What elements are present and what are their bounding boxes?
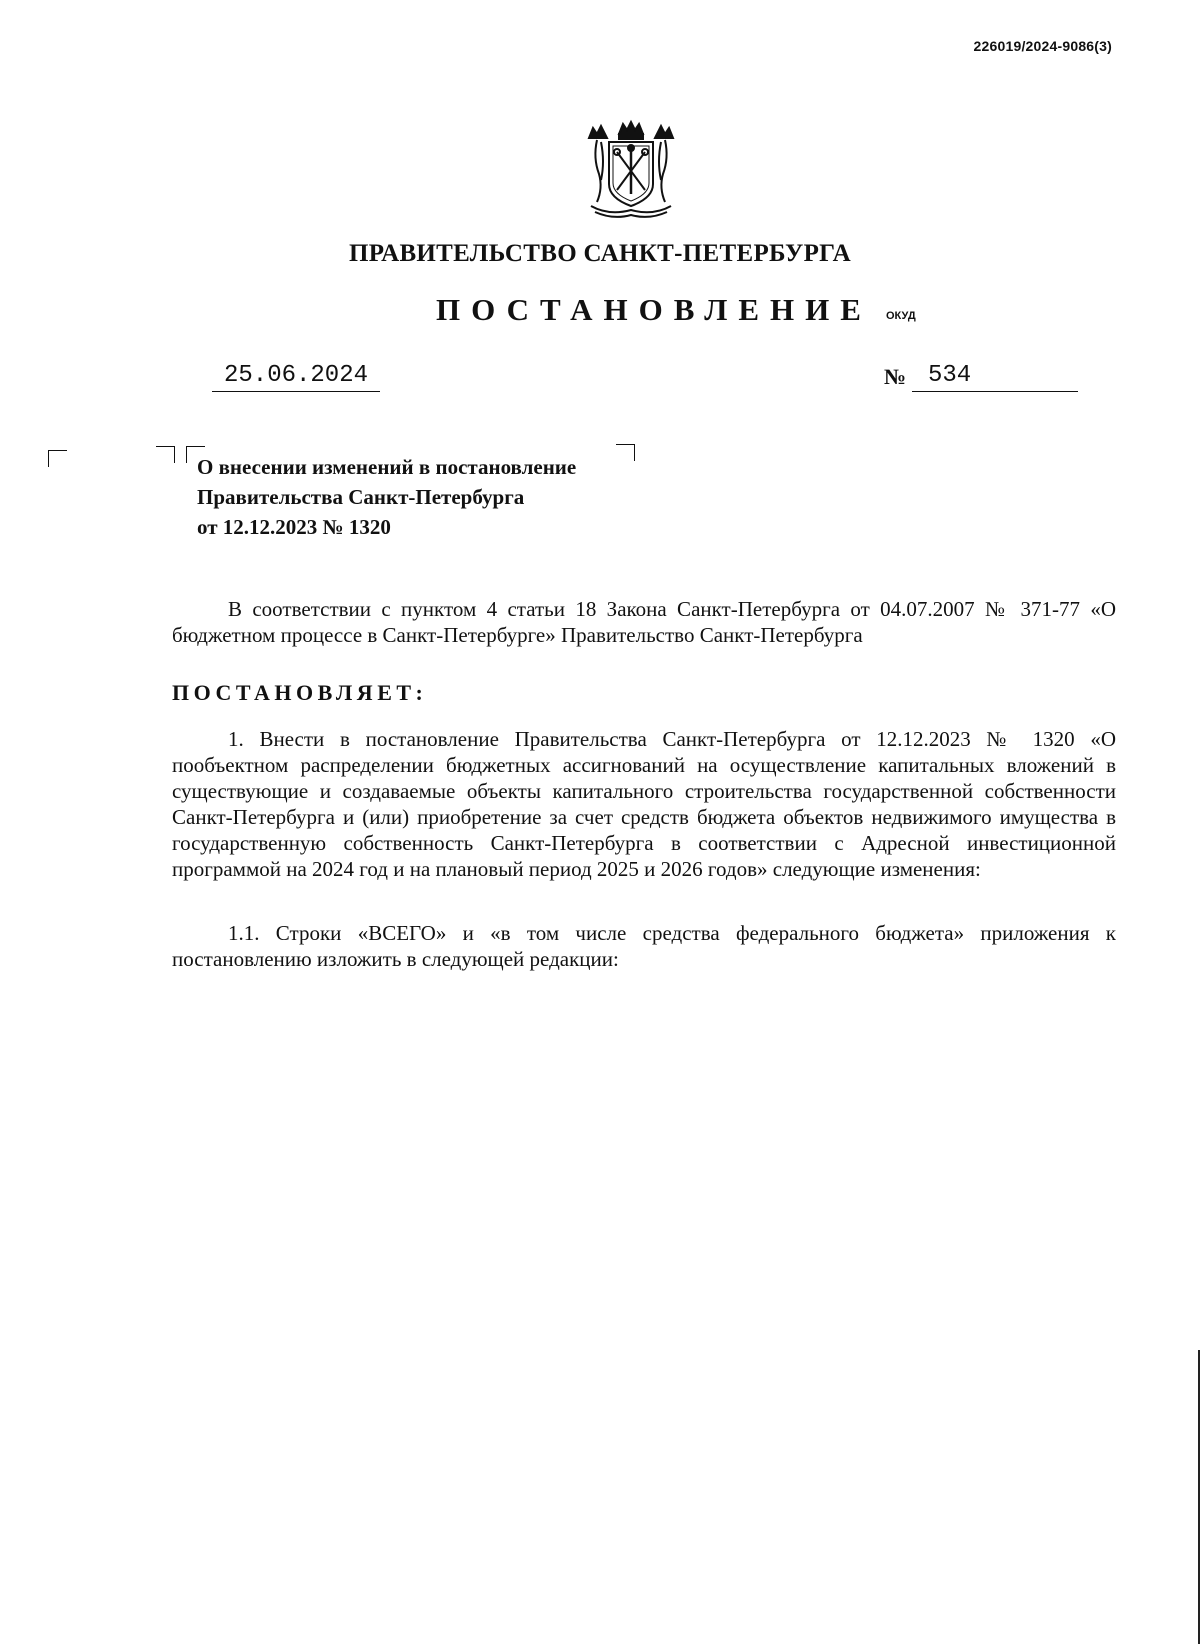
number-sign: № xyxy=(884,364,907,389)
resolves-heading: ПОСТАНОВЛЯЕТ: xyxy=(172,680,428,705)
margin-corner-mark xyxy=(48,450,67,467)
document-subject xyxy=(197,452,576,542)
document-date: 25.06.2024 xyxy=(212,362,380,392)
document-type-heading: ПОСТАНОВЛЕНИЕ xyxy=(436,292,872,327)
preamble-paragraph: В соответствии с пунктом 4 статьи 18 Закона Санкт-Петербурга от 04.07.2007 № 371-77 «О бюджетном процессе в Санкт-Петербурге» Правительство Санкт-Петербурга xyxy=(172,597,1116,647)
subject-line-1: О внесении изменений в постановление xyxy=(197,455,577,479)
subject-corner-mark-left xyxy=(156,446,175,463)
coat-of-arms-icon xyxy=(579,118,683,222)
item-1-1-paragraph: 1.1. Строки «ВСЕГО» и «в том числе средства федерального бюджета» приложения к постановлению изложить в следующей редакции: xyxy=(172,921,1116,971)
document-number: 534 xyxy=(912,362,1078,392)
subject-corner-mark-end xyxy=(616,444,635,461)
okud-label: ОКУД xyxy=(886,310,916,322)
registration-number: 226019/2024-9086(3) xyxy=(973,38,1112,54)
subject-line-3: от 12.12.2023 № 1320 xyxy=(197,515,391,539)
item-1-paragraph: 1. Внести в постановление Правительства Санкт-Петербурга от 12.12.2023 № 1320 «О пообъектном распределении бюджетных ассигнований на осуществление капитальных вложений в существующие и создаваемые объекты капитального строительства государственной собственности Санкт-Петербурга и (или) приобретение за счет средств бюджета объектов недвижимого имущества в государственную собственность Санкт-Петербурга в соответствии с Адресной инвестиционной программой на 2024 год и на плановый период 2025 и 2026 годов» следующие изменения: xyxy=(172,727,1116,881)
government-title: ПРАВИТЕЛЬСТВО САНКТ-ПЕТЕРБУРГА xyxy=(348,240,852,267)
subject-line-2: Правительства Санкт-Петербурга xyxy=(197,485,525,509)
